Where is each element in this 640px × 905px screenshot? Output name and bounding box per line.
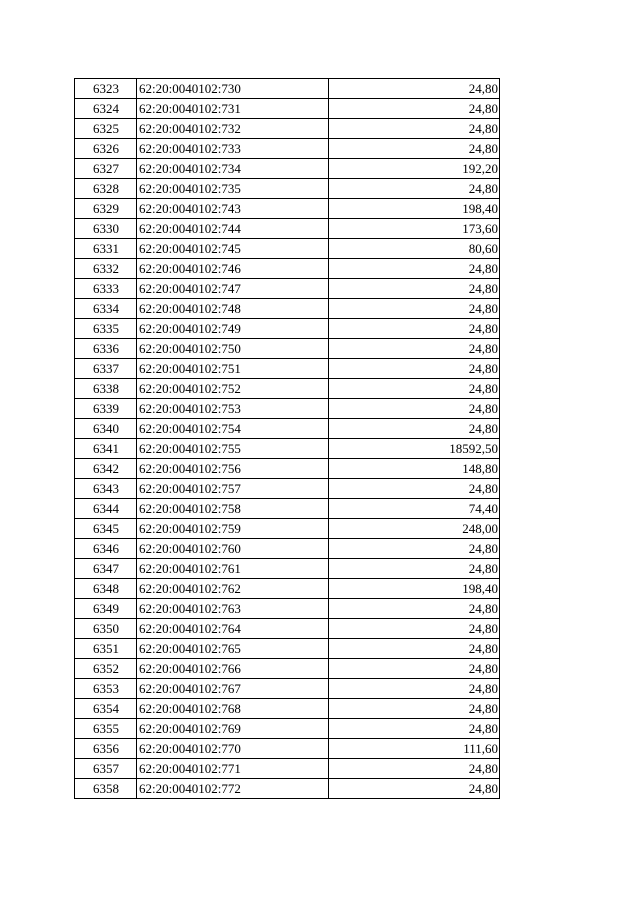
table-row: [75, 279, 500, 299]
cadastral-number-cell: 62:20:0040102:767: [137, 679, 329, 699]
area-value-cell: 24,80: [329, 719, 500, 739]
row-number-cell: 6358: [75, 779, 137, 799]
area-value-cell: 24,80: [329, 639, 500, 659]
area-value-cell: 24,80: [329, 679, 500, 699]
area-value-cell: 24,80: [329, 79, 500, 99]
cadastral-number-cell: 62:20:0040102:763: [137, 599, 329, 619]
records-table-body: [75, 79, 500, 799]
cadastral-number-cell: 62:20:0040102:766: [137, 659, 329, 679]
cadastral-number-cell: 62:20:0040102:733: [137, 139, 329, 159]
table-row: [75, 199, 500, 219]
cadastral-number-cell: 62:20:0040102:746: [137, 259, 329, 279]
table-row: [75, 219, 500, 239]
cadastral-number-cell: 62:20:0040102:768: [137, 699, 329, 719]
cadastral-number-cell: 62:20:0040102:751: [137, 359, 329, 379]
area-value-cell: 24,80: [329, 759, 500, 779]
table-row: [75, 239, 500, 259]
cadastral-number-cell: 62:20:0040102:771: [137, 759, 329, 779]
table-row: [75, 359, 500, 379]
table-row: [75, 739, 500, 759]
row-number-cell: 6330: [75, 219, 137, 239]
row-number-cell: 6340: [75, 419, 137, 439]
area-value-cell: 24,80: [329, 179, 500, 199]
row-number-cell: 6326: [75, 139, 137, 159]
area-value-cell: 24,80: [329, 119, 500, 139]
table-row: [75, 159, 500, 179]
cadastral-number-cell: 62:20:0040102:732: [137, 119, 329, 139]
table-row: [75, 599, 500, 619]
area-value-cell: 24,80: [329, 619, 500, 639]
area-value-cell: 24,80: [329, 379, 500, 399]
table-row: [75, 419, 500, 439]
records-table: [74, 78, 500, 799]
row-number-cell: 6332: [75, 259, 137, 279]
row-number-cell: 6355: [75, 719, 137, 739]
row-number-cell: 6325: [75, 119, 137, 139]
row-number-cell: 6357: [75, 759, 137, 779]
area-value-cell: 192,20: [329, 159, 500, 179]
row-number-cell: 6331: [75, 239, 137, 259]
table-row: [75, 759, 500, 779]
table-row: [75, 519, 500, 539]
row-number-cell: 6350: [75, 619, 137, 639]
cadastral-number-cell: 62:20:0040102:762: [137, 579, 329, 599]
row-number-cell: 6345: [75, 519, 137, 539]
row-number-cell: 6347: [75, 559, 137, 579]
row-number-cell: 6351: [75, 639, 137, 659]
row-number-cell: 6349: [75, 599, 137, 619]
cadastral-number-cell: 62:20:0040102:764: [137, 619, 329, 639]
row-number-cell: 6333: [75, 279, 137, 299]
cadastral-number-cell: 62:20:0040102:749: [137, 319, 329, 339]
cadastral-number-cell: 62:20:0040102:730: [137, 79, 329, 99]
row-number-cell: 6338: [75, 379, 137, 399]
row-number-cell: 6346: [75, 539, 137, 559]
table-row: [75, 779, 500, 799]
cadastral-number-cell: 62:20:0040102:744: [137, 219, 329, 239]
area-value-cell: 24,80: [329, 99, 500, 119]
area-value-cell: 24,80: [329, 339, 500, 359]
cadastral-number-cell: 62:20:0040102:754: [137, 419, 329, 439]
area-value-cell: 24,80: [329, 279, 500, 299]
area-value-cell: 24,80: [329, 699, 500, 719]
table-row: [75, 499, 500, 519]
table-row: [75, 619, 500, 639]
table-row: [75, 399, 500, 419]
row-number-cell: 6329: [75, 199, 137, 219]
cadastral-number-cell: 62:20:0040102:747: [137, 279, 329, 299]
row-number-cell: 6354: [75, 699, 137, 719]
cadastral-number-cell: 62:20:0040102:750: [137, 339, 329, 359]
row-number-cell: 6339: [75, 399, 137, 419]
area-value-cell: 24,80: [329, 599, 500, 619]
table-row: [75, 139, 500, 159]
cadastral-number-cell: 62:20:0040102:752: [137, 379, 329, 399]
table-row: [75, 339, 500, 359]
table-row: [75, 379, 500, 399]
row-number-cell: 6337: [75, 359, 137, 379]
table-row: [75, 179, 500, 199]
table-row: [75, 439, 500, 459]
table-row: [75, 539, 500, 559]
cadastral-number-cell: 62:20:0040102:757: [137, 479, 329, 499]
cadastral-number-cell: 62:20:0040102:758: [137, 499, 329, 519]
table-row: [75, 459, 500, 479]
row-number-cell: 6342: [75, 459, 137, 479]
cadastral-number-cell: 62:20:0040102:734: [137, 159, 329, 179]
table-row: [75, 299, 500, 319]
table-row: [75, 679, 500, 699]
area-value-cell: 173,60: [329, 219, 500, 239]
area-value-cell: 248,00: [329, 519, 500, 539]
row-number-cell: 6344: [75, 499, 137, 519]
cadastral-number-cell: 62:20:0040102:735: [137, 179, 329, 199]
table-row: [75, 99, 500, 119]
row-number-cell: 6341: [75, 439, 137, 459]
area-value-cell: 24,80: [329, 659, 500, 679]
row-number-cell: 6335: [75, 319, 137, 339]
area-value-cell: 24,80: [329, 419, 500, 439]
cadastral-number-cell: 62:20:0040102:755: [137, 439, 329, 459]
area-value-cell: 198,40: [329, 579, 500, 599]
area-value-cell: 24,80: [329, 559, 500, 579]
row-number-cell: 6336: [75, 339, 137, 359]
row-number-cell: 6348: [75, 579, 137, 599]
row-number-cell: 6328: [75, 179, 137, 199]
cadastral-number-cell: 62:20:0040102:731: [137, 99, 329, 119]
table-row: [75, 259, 500, 279]
row-number-cell: 6353: [75, 679, 137, 699]
area-value-cell: 24,80: [329, 399, 500, 419]
area-value-cell: 24,80: [329, 359, 500, 379]
table-row: [75, 639, 500, 659]
table-row: [75, 119, 500, 139]
row-number-cell: 6334: [75, 299, 137, 319]
cadastral-number-cell: 62:20:0040102:761: [137, 559, 329, 579]
table-row: [75, 579, 500, 599]
area-value-cell: 24,80: [329, 539, 500, 559]
row-number-cell: 6343: [75, 479, 137, 499]
area-value-cell: 148,80: [329, 459, 500, 479]
area-value-cell: 24,80: [329, 139, 500, 159]
area-value-cell: 80,60: [329, 239, 500, 259]
cadastral-number-cell: 62:20:0040102:770: [137, 739, 329, 759]
area-value-cell: 198,40: [329, 199, 500, 219]
cadastral-number-cell: 62:20:0040102:756: [137, 459, 329, 479]
table-row: [75, 699, 500, 719]
cadastral-number-cell: 62:20:0040102:753: [137, 399, 329, 419]
row-number-cell: 6323: [75, 79, 137, 99]
cadastral-number-cell: 62:20:0040102:759: [137, 519, 329, 539]
table-row: [75, 559, 500, 579]
table-row: [75, 659, 500, 679]
area-value-cell: 111,60: [329, 739, 500, 759]
table-row: [75, 319, 500, 339]
area-value-cell: 24,80: [329, 299, 500, 319]
area-value-cell: 18592,50: [329, 439, 500, 459]
cadastral-number-cell: 62:20:0040102:760: [137, 539, 329, 559]
cadastral-number-cell: 62:20:0040102:765: [137, 639, 329, 659]
table-row: [75, 479, 500, 499]
cadastral-number-cell: 62:20:0040102:769: [137, 719, 329, 739]
area-value-cell: 24,80: [329, 259, 500, 279]
area-value-cell: 74,40: [329, 499, 500, 519]
row-number-cell: 6352: [75, 659, 137, 679]
table-row: [75, 719, 500, 739]
area-value-cell: 24,80: [329, 319, 500, 339]
area-value-cell: 24,80: [329, 779, 500, 799]
cadastral-number-cell: 62:20:0040102:748: [137, 299, 329, 319]
table-row: [75, 79, 500, 99]
row-number-cell: 6324: [75, 99, 137, 119]
cadastral-number-cell: 62:20:0040102:743: [137, 199, 329, 219]
area-value-cell: 24,80: [329, 479, 500, 499]
cadastral-number-cell: 62:20:0040102:745: [137, 239, 329, 259]
row-number-cell: 6327: [75, 159, 137, 179]
row-number-cell: 6356: [75, 739, 137, 759]
cadastral-number-cell: 62:20:0040102:772: [137, 779, 329, 799]
